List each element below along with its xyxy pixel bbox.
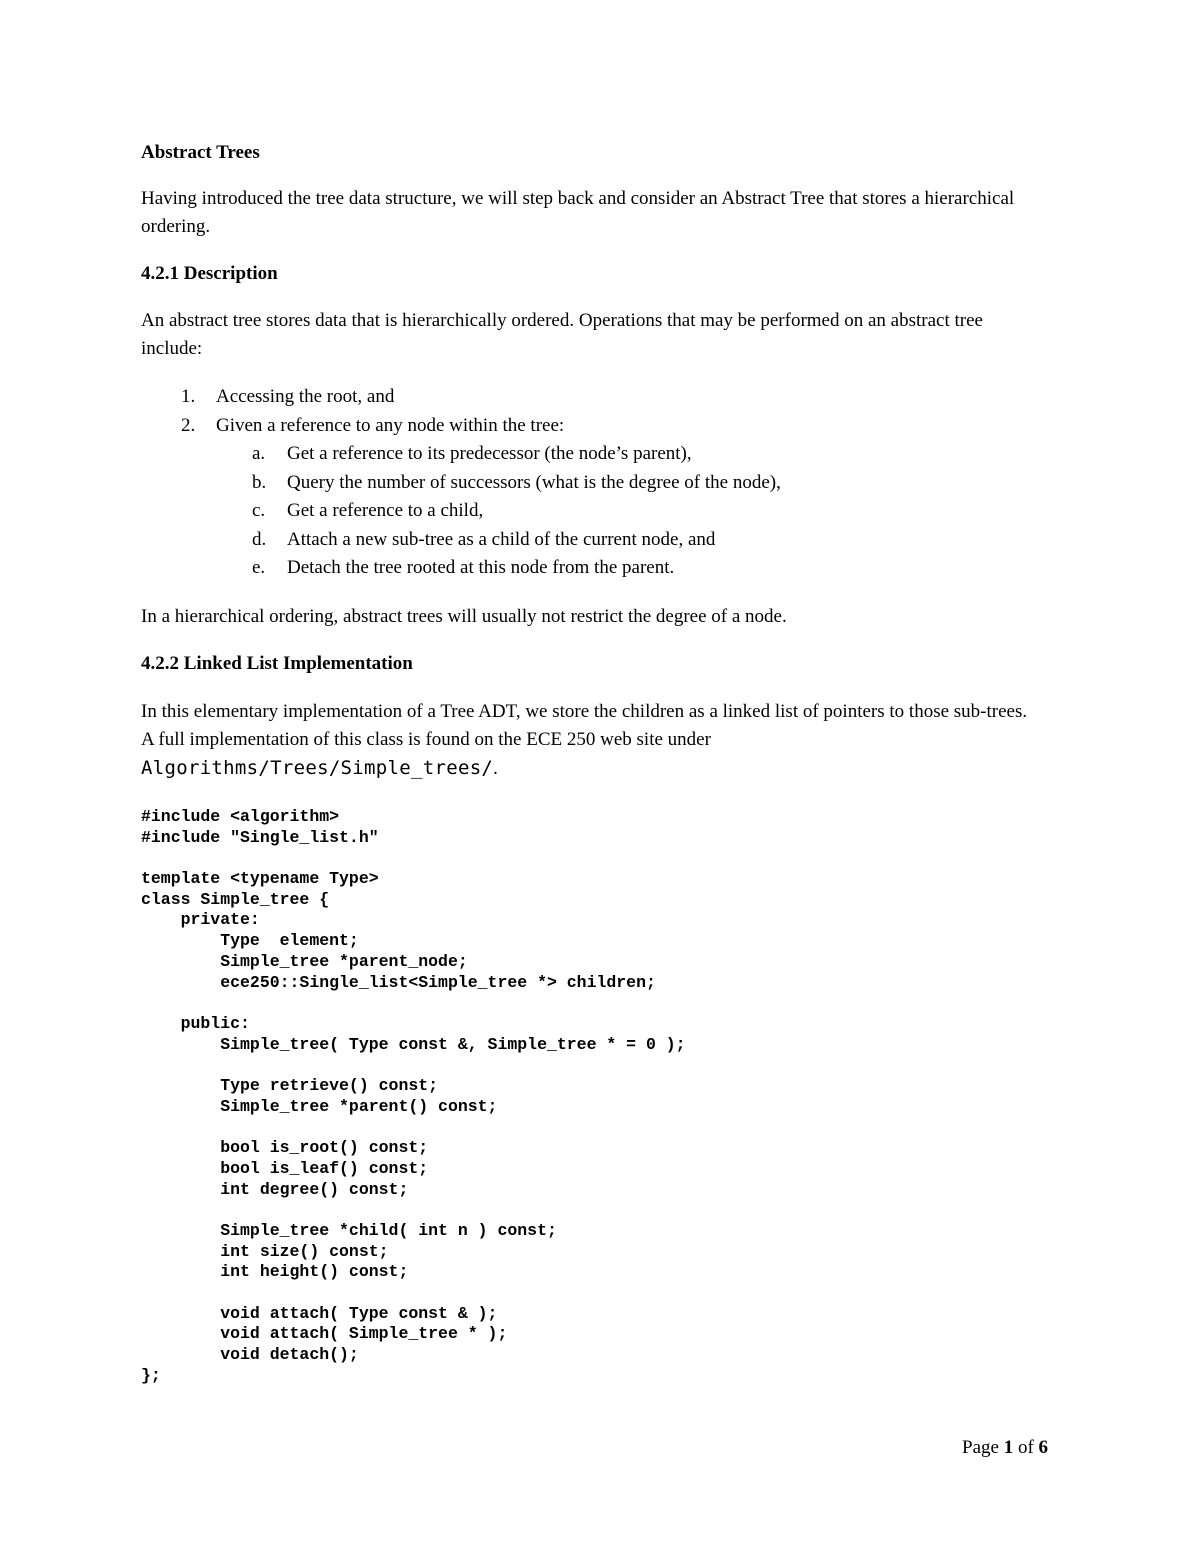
intro-paragraph: Having introduced the tree data structure, we will step back and consider an Abstract Tree that stores a hierarchical ordering.	[141, 188, 1015, 237]
sublist-letter: c.	[252, 500, 266, 522]
implementation-period: .	[493, 757, 498, 779]
section-heading-description: 4.2.1 Description	[141, 263, 278, 284]
code-line: Simple_tree *parent() const;	[141, 1096, 498, 1116]
code-line: void detach();	[141, 1345, 359, 1365]
document-title: Abstract Trees	[141, 142, 260, 163]
code-line	[141, 1283, 1041, 1304]
sublist-letter: a.	[252, 443, 266, 464]
code-line: void attach( Type const & );	[141, 1303, 498, 1323]
sublist-item	[141, 440, 1041, 469]
code-line: Type retrieve() const;	[141, 1076, 439, 1096]
code-line: template <typename Type>	[141, 869, 379, 889]
code-line: Simple_tree *child( int n ) const;	[141, 1220, 557, 1240]
code-line: };	[141, 1365, 161, 1385]
code-line: #include <algorithm>	[141, 806, 340, 826]
section-heading-implementation: 4.2.2 Linked List Implementation	[141, 652, 413, 674]
sublist-item-text: Attach a new sub-tree as a child of the current node, and	[287, 528, 716, 550]
sublist-item-text: Query the number of successors (what is the degree of the node),	[287, 471, 781, 493]
code-line: #include "Single_list.h"	[141, 827, 379, 847]
sublist-item	[141, 469, 1041, 498]
code-line: Type element;	[141, 931, 359, 951]
description-paragraph: An abstract tree stores data that is hierarchically ordered. Operations that may be performed on an abstract tree include:	[141, 310, 983, 359]
node-operations-sublist	[216, 440, 1041, 583]
list-item	[141, 383, 1041, 412]
code-line: class Simple_tree {	[141, 889, 330, 909]
list-item-text: Given a reference to any node within the tree:	[216, 414, 565, 436]
page-word: Page	[962, 1437, 999, 1458]
closing-paragraph: In a hierarchical ordering, abstract trees will usually not restrict the degree of a node.	[141, 605, 787, 627]
page-footer	[962, 1437, 1048, 1459]
code-line: int size() const;	[141, 1241, 389, 1261]
code-line: bool is_root() const;	[141, 1138, 429, 1158]
page-of: of	[1017, 1437, 1034, 1458]
code-line: int height() const;	[141, 1262, 409, 1282]
sublist-item-text: Get a reference to its predecessor (the node’s parent),	[287, 443, 692, 464]
implementation-text: In this elementary implementation of a Tree ADT, we store the children as a linked list of pointers to those sub-trees. A full implementation of this class is found on the ECE 250 web site under	[141, 700, 1028, 750]
list-item	[141, 412, 1041, 583]
implementation-paragraph	[141, 698, 1041, 783]
code-line	[141, 1117, 1041, 1138]
code-line	[141, 1200, 1041, 1221]
sublist-item	[141, 497, 1041, 526]
sublist-item	[141, 554, 1041, 583]
code-line	[141, 848, 1041, 869]
sublist-item	[141, 526, 1041, 555]
sublist-letter: b.	[252, 471, 267, 493]
code-block	[141, 807, 1041, 1387]
code-line	[141, 993, 1041, 1014]
code-line: int degree() const;	[141, 1179, 409, 1199]
page-current: 1	[1003, 1437, 1014, 1458]
code-line: private:	[141, 910, 260, 930]
sublist-letter: d.	[252, 528, 267, 550]
code-line: Simple_tree *parent_node;	[141, 951, 468, 971]
code-line: Simple_tree( Type const &, Simple_tree * = 0 );	[141, 1034, 686, 1054]
page-total: 6	[1038, 1437, 1049, 1458]
sublist-item-text: Get a reference to a child,	[287, 500, 484, 522]
list-number: 2.	[181, 414, 196, 436]
sublist-item-text: Detach the tree rooted at this node from the parent.	[287, 557, 675, 579]
code-line: public:	[141, 1013, 250, 1033]
source-path: Algorithms/Trees/Simple_trees/	[141, 756, 494, 779]
code-line	[141, 1055, 1041, 1076]
page-content	[141, 140, 1041, 1387]
operations-list	[141, 383, 1041, 583]
list-item-text: Accessing the root, and	[216, 386, 395, 407]
sublist-letter: e.	[252, 557, 266, 579]
code-line: ece250::Single_list<Simple_tree *> children;	[141, 972, 656, 992]
list-number: 1.	[181, 386, 196, 407]
code-line: void attach( Simple_tree * );	[141, 1324, 508, 1344]
code-line: bool is_leaf() const;	[141, 1158, 429, 1178]
